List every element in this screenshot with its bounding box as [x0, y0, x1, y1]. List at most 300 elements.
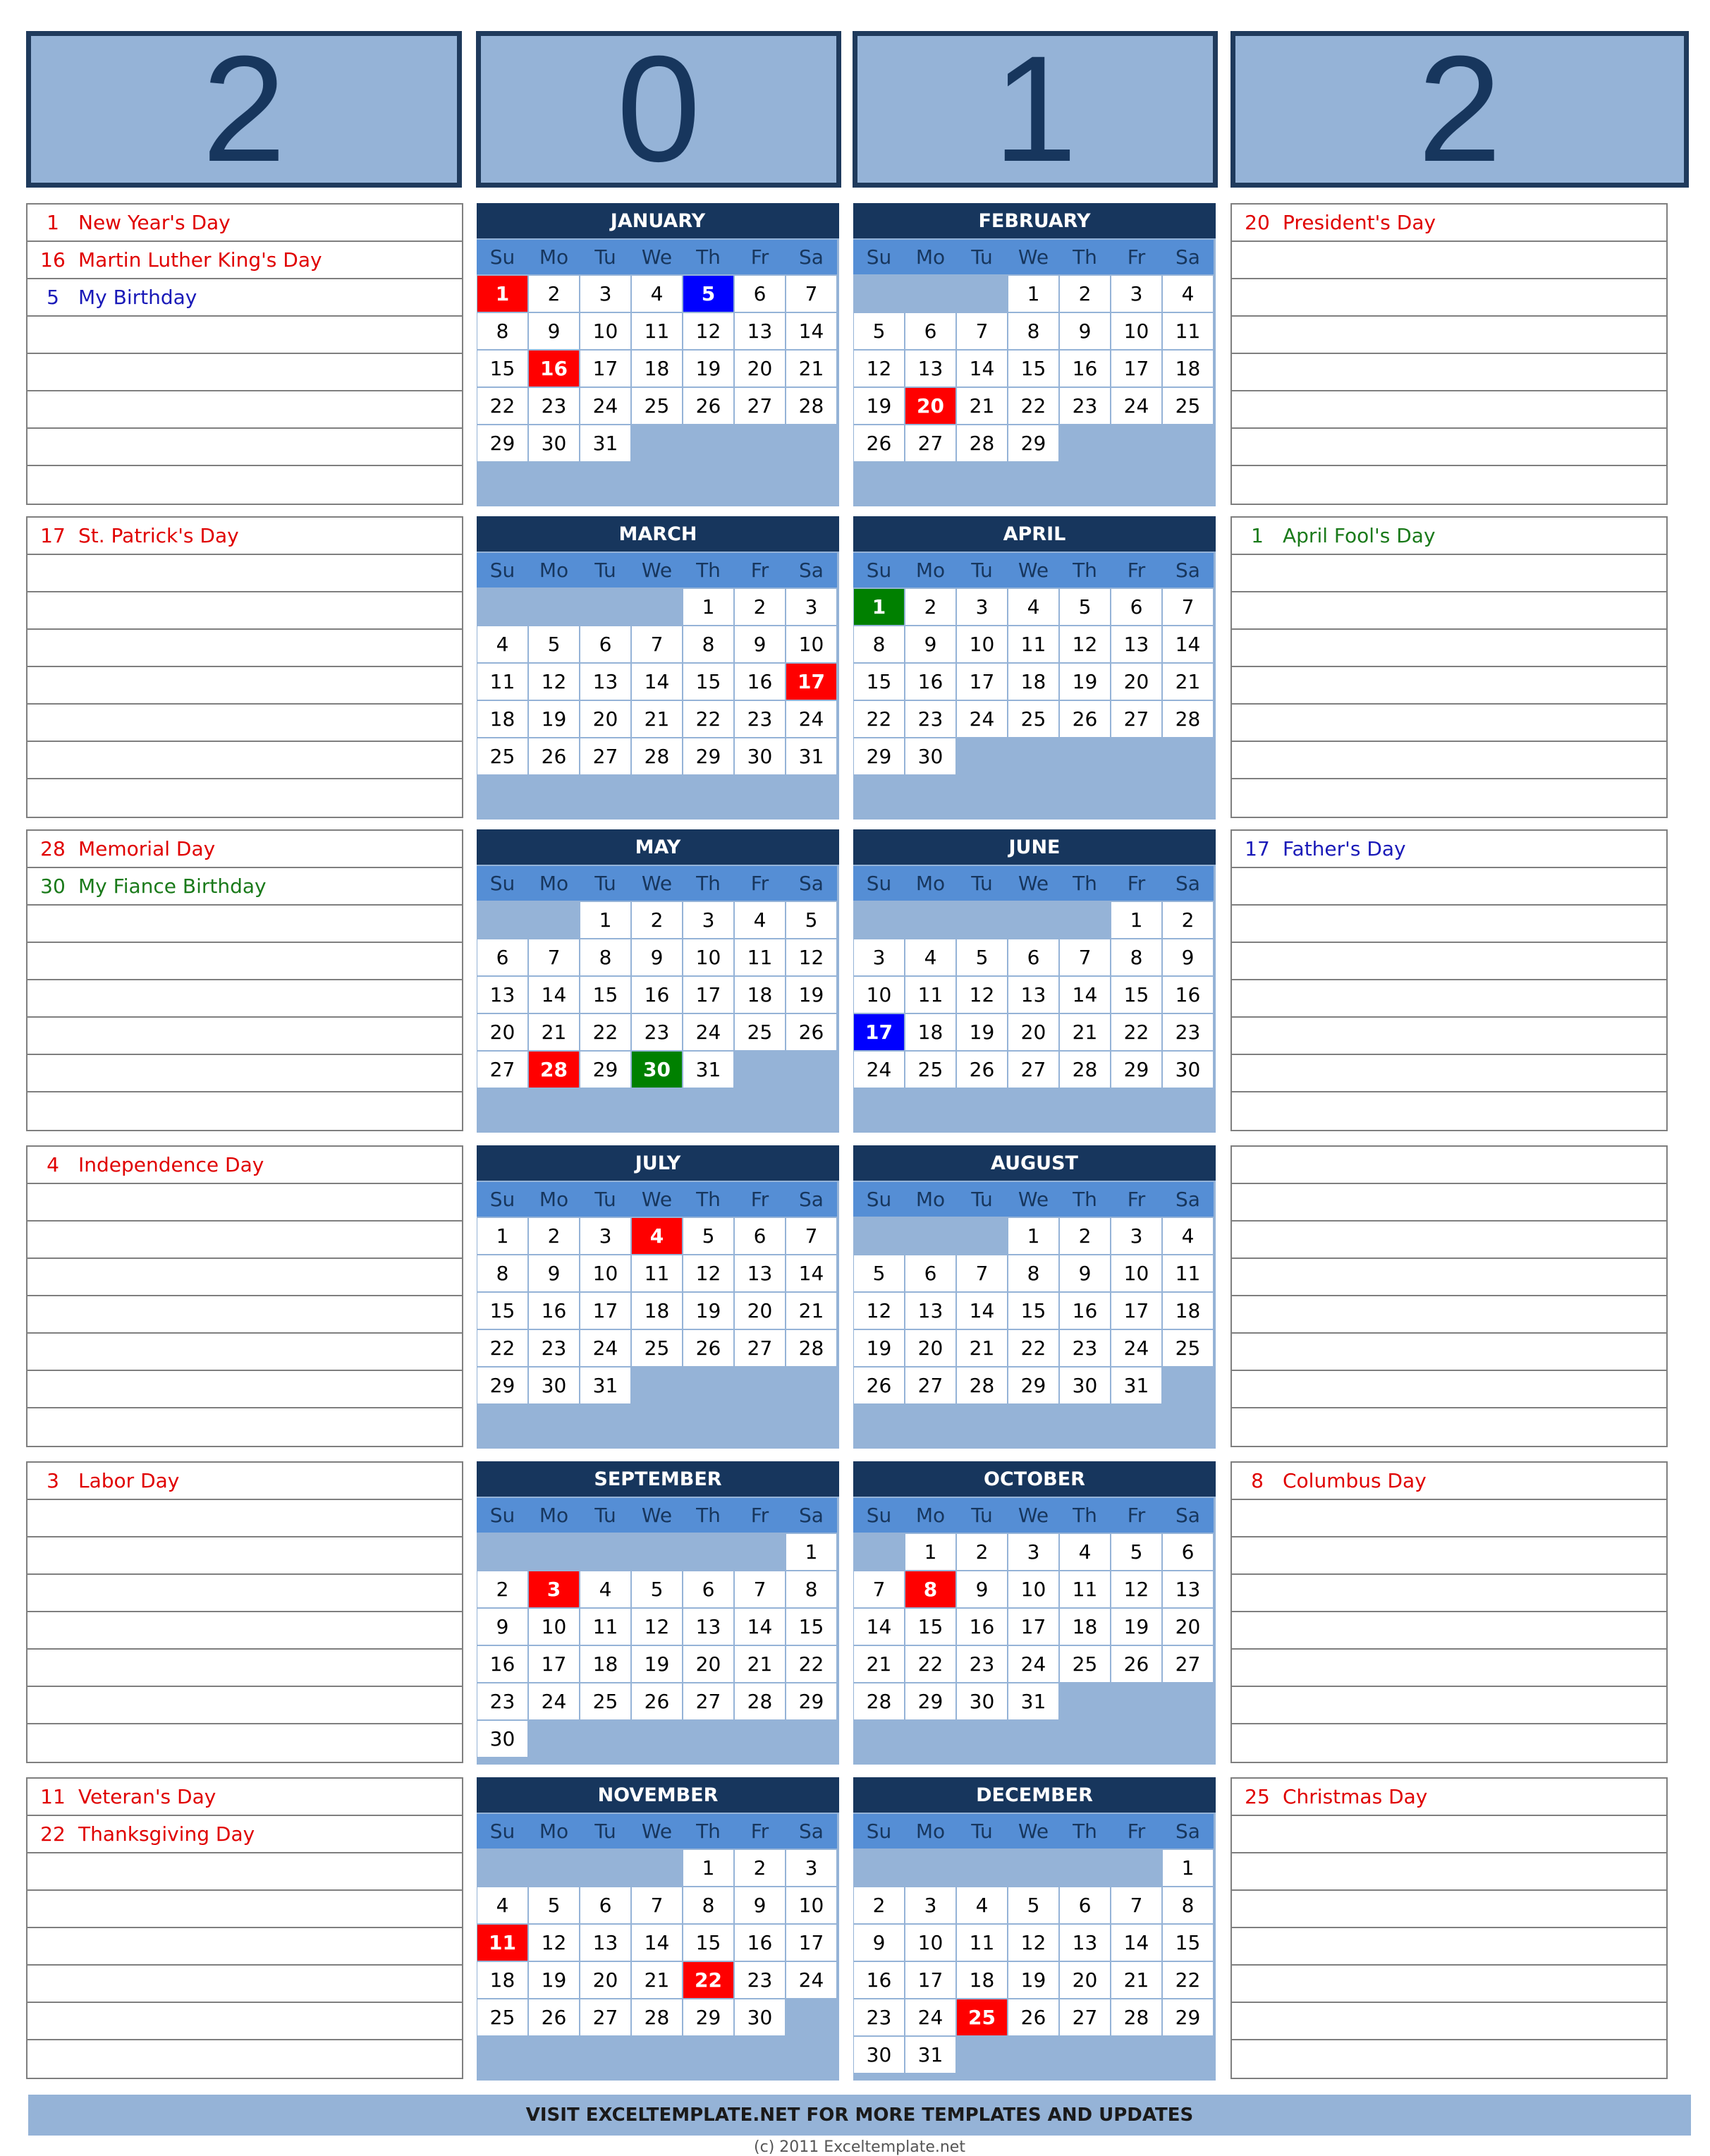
day-cell[interactable]: 4 [905, 939, 955, 975]
note-row[interactable] [28, 592, 462, 630]
day-cell[interactable]: 27 [477, 1052, 527, 1088]
note-row[interactable] [1232, 906, 1666, 943]
day-cell[interactable]: 17 [580, 1293, 630, 1329]
note-row[interactable] [28, 1612, 462, 1650]
day-cell[interactable]: 27 [735, 388, 785, 424]
day-cell[interactable]: 9 [735, 1887, 785, 1923]
day-cell[interactable]: 13 [905, 351, 955, 386]
day-cell[interactable]: 7 [957, 1255, 1007, 1291]
day-cell[interactable]: 12 [632, 1609, 682, 1645]
note-row[interactable] [28, 1296, 462, 1334]
note-row[interactable] [28, 980, 462, 1018]
day-cell[interactable]: 11 [1008, 626, 1058, 662]
note-row[interactable] [28, 1334, 462, 1371]
day-cell[interactable]: 19 [854, 388, 904, 424]
day-cell[interactable]: 9 [854, 1925, 904, 1961]
day-cell[interactable]: 24 [529, 1683, 579, 1719]
day-cell[interactable]: 28 [854, 1683, 904, 1719]
day-cell[interactable]: 12 [854, 351, 904, 386]
day-cell[interactable]: 25 [632, 388, 682, 424]
day-cell[interactable]: 16 [477, 1646, 527, 1682]
note-row[interactable] [1232, 1500, 1666, 1537]
highlighted-day-cell[interactable]: 17 [786, 664, 836, 700]
day-cell[interactable]: 24 [957, 701, 1007, 737]
day-cell[interactable]: 12 [529, 664, 579, 700]
day-cell[interactable]: 8 [1163, 1887, 1213, 1923]
note-row[interactable] [1232, 466, 1666, 504]
highlighted-day-cell[interactable]: 11 [477, 1925, 527, 1961]
note-row[interactable] [1232, 317, 1666, 354]
day-cell[interactable]: 26 [1008, 1999, 1058, 2035]
note-row[interactable] [1232, 667, 1666, 705]
day-cell[interactable]: 3 [683, 902, 733, 938]
note-row[interactable] [28, 1966, 462, 2003]
day-cell[interactable]: 26 [1060, 701, 1110, 737]
day-cell[interactable]: 18 [1163, 351, 1213, 386]
day-cell[interactable]: 26 [683, 388, 733, 424]
day-cell[interactable]: 13 [1060, 1925, 1110, 1961]
day-cell[interactable]: 28 [1060, 1052, 1110, 1088]
day-cell[interactable]: 25 [905, 1052, 955, 1088]
day-cell[interactable]: 19 [786, 977, 836, 1013]
day-cell[interactable]: 5 [786, 902, 836, 938]
day-cell[interactable]: 17 [529, 1646, 579, 1682]
day-cell[interactable]: 17 [580, 351, 630, 386]
day-cell[interactable]: 1 [1008, 1218, 1058, 1254]
note-row[interactable] [28, 1816, 462, 1853]
day-cell[interactable]: 9 [905, 626, 955, 662]
day-cell[interactable]: 19 [632, 1646, 682, 1682]
day-cell[interactable]: 21 [1111, 1962, 1161, 1998]
day-cell[interactable]: 5 [529, 626, 579, 662]
day-cell[interactable]: 16 [854, 1962, 904, 1998]
day-cell[interactable]: 7 [957, 313, 1007, 349]
day-cell[interactable]: 7 [1163, 589, 1213, 625]
day-cell[interactable]: 25 [477, 738, 527, 774]
day-cell[interactable]: 5 [1060, 589, 1110, 625]
highlighted-day-cell[interactable]: 16 [529, 351, 579, 386]
day-cell[interactable]: 6 [580, 626, 630, 662]
note-row[interactable] [28, 943, 462, 980]
day-cell[interactable]: 11 [632, 313, 682, 349]
day-cell[interactable]: 15 [1111, 977, 1161, 1013]
day-cell[interactable]: 6 [735, 1218, 785, 1254]
note-row[interactable] [28, 1463, 462, 1500]
day-cell[interactable]: 18 [632, 351, 682, 386]
day-cell[interactable]: 14 [957, 1293, 1007, 1329]
day-cell[interactable]: 5 [529, 1887, 579, 1923]
note-row[interactable] [28, 705, 462, 742]
note-row[interactable] [28, 429, 462, 466]
day-cell[interactable]: 12 [1111, 1571, 1161, 1607]
day-cell[interactable]: 29 [1008, 425, 1058, 461]
day-cell[interactable]: 1 [905, 1534, 955, 1570]
day-cell[interactable]: 17 [683, 977, 733, 1013]
day-cell[interactable]: 14 [735, 1609, 785, 1645]
day-cell[interactable]: 29 [683, 1999, 733, 2035]
day-cell[interactable]: 29 [580, 1052, 630, 1088]
day-cell[interactable]: 6 [683, 1571, 733, 1607]
day-cell[interactable]: 10 [580, 1255, 630, 1291]
day-cell[interactable]: 19 [529, 701, 579, 737]
day-cell[interactable]: 26 [529, 1999, 579, 2035]
day-cell[interactable]: 8 [1111, 939, 1161, 975]
day-cell[interactable]: 21 [957, 1330, 1007, 1366]
day-cell[interactable]: 22 [786, 1646, 836, 1682]
day-cell[interactable]: 31 [580, 1368, 630, 1403]
day-cell[interactable]: 15 [1008, 1293, 1058, 1329]
day-cell[interactable]: 1 [580, 902, 630, 938]
day-cell[interactable]: 13 [905, 1293, 955, 1329]
day-cell[interactable]: 23 [735, 701, 785, 737]
day-cell[interactable]: 26 [1111, 1646, 1161, 1682]
note-row[interactable] [1232, 1928, 1666, 1966]
day-cell[interactable]: 3 [786, 1850, 836, 1886]
day-cell[interactable]: 14 [632, 664, 682, 700]
day-cell[interactable]: 14 [1111, 1925, 1161, 1961]
day-cell[interactable]: 12 [957, 977, 1007, 1013]
note-row[interactable] [1232, 1371, 1666, 1408]
day-cell[interactable]: 2 [1060, 276, 1110, 312]
day-cell[interactable]: 10 [957, 626, 1007, 662]
day-cell[interactable]: 17 [905, 1962, 955, 1998]
day-cell[interactable]: 24 [580, 388, 630, 424]
note-row[interactable] [1232, 980, 1666, 1018]
note-row[interactable] [28, 1891, 462, 1928]
note-row[interactable] [28, 205, 462, 242]
note-row[interactable] [1232, 279, 1666, 317]
day-cell[interactable]: 16 [735, 1925, 785, 1961]
day-cell[interactable]: 19 [1060, 664, 1110, 700]
day-cell[interactable]: 25 [632, 1330, 682, 1366]
day-cell[interactable]: 24 [1111, 1330, 1161, 1366]
highlighted-day-cell[interactable]: 1 [854, 589, 904, 625]
day-cell[interactable]: 23 [1163, 1014, 1213, 1050]
day-cell[interactable]: 30 [905, 738, 955, 774]
day-cell[interactable]: 3 [854, 939, 904, 975]
day-cell[interactable]: 10 [1111, 1255, 1161, 1291]
day-cell[interactable]: 10 [580, 313, 630, 349]
day-cell[interactable]: 9 [529, 1255, 579, 1291]
note-row[interactable] [28, 1147, 462, 1184]
note-row[interactable] [28, 317, 462, 354]
day-cell[interactable]: 6 [905, 313, 955, 349]
day-cell[interactable]: 28 [957, 1368, 1007, 1403]
day-cell[interactable]: 26 [957, 1052, 1007, 1088]
day-cell[interactable]: 25 [1163, 1330, 1213, 1366]
day-cell[interactable]: 13 [477, 977, 527, 1013]
day-cell[interactable]: 15 [786, 1609, 836, 1645]
day-cell[interactable]: 8 [854, 626, 904, 662]
footer-link[interactable]: VISIT EXCELTEMPLATE.NET FOR MORE TEMPLATES AND UPDATES [28, 2095, 1691, 2136]
day-cell[interactable]: 30 [854, 2037, 904, 2073]
note-row[interactable] [28, 555, 462, 592]
day-cell[interactable]: 26 [854, 1368, 904, 1403]
day-cell[interactable]: 3 [786, 589, 836, 625]
day-cell[interactable]: 29 [905, 1683, 955, 1719]
note-row[interactable] [28, 2003, 462, 2040]
day-cell[interactable]: 11 [1163, 1255, 1213, 1291]
day-cell[interactable]: 13 [735, 1255, 785, 1291]
day-cell[interactable]: 7 [1060, 939, 1110, 975]
day-cell[interactable]: 19 [1111, 1609, 1161, 1645]
day-cell[interactable]: 16 [957, 1609, 1007, 1645]
day-cell[interactable]: 22 [1008, 388, 1058, 424]
day-cell[interactable]: 3 [1111, 1218, 1161, 1254]
day-cell[interactable]: 23 [957, 1646, 1007, 1682]
day-cell[interactable]: 28 [632, 1999, 682, 2035]
note-row[interactable] [1232, 2040, 1666, 2078]
note-row[interactable] [1232, 1184, 1666, 1222]
day-cell[interactable]: 28 [786, 1330, 836, 1366]
day-cell[interactable]: 30 [957, 1683, 1007, 1719]
day-cell[interactable]: 16 [1163, 977, 1213, 1013]
note-row[interactable] [1232, 429, 1666, 466]
note-row[interactable] [1232, 831, 1666, 868]
day-cell[interactable]: 21 [786, 351, 836, 386]
day-cell[interactable]: 14 [957, 351, 1007, 386]
day-cell[interactable]: 8 [477, 1255, 527, 1291]
day-cell[interactable]: 26 [786, 1014, 836, 1050]
day-cell[interactable]: 10 [1111, 313, 1161, 349]
day-cell[interactable]: 10 [683, 939, 733, 975]
note-row[interactable] [1232, 2003, 1666, 2040]
day-cell[interactable]: 10 [786, 626, 836, 662]
day-cell[interactable]: 18 [632, 1293, 682, 1329]
highlighted-day-cell[interactable]: 22 [683, 1962, 733, 1998]
day-cell[interactable]: 27 [905, 1368, 955, 1403]
note-row[interactable] [1232, 1259, 1666, 1296]
day-cell[interactable]: 31 [1111, 1368, 1161, 1403]
day-cell[interactable]: 13 [580, 664, 630, 700]
note-row[interactable] [1232, 705, 1666, 742]
day-cell[interactable]: 3 [957, 589, 1007, 625]
day-cell[interactable]: 19 [957, 1014, 1007, 1050]
day-cell[interactable]: 27 [1008, 1052, 1058, 1088]
day-cell[interactable]: 24 [1111, 388, 1161, 424]
day-cell[interactable]: 29 [683, 738, 733, 774]
highlighted-day-cell[interactable]: 5 [683, 276, 733, 312]
day-cell[interactable]: 17 [1111, 1293, 1161, 1329]
day-cell[interactable]: 4 [477, 1887, 527, 1923]
day-cell[interactable]: 2 [529, 1218, 579, 1254]
day-cell[interactable]: 2 [735, 1850, 785, 1886]
day-cell[interactable]: 29 [1008, 1368, 1058, 1403]
day-cell[interactable]: 15 [1163, 1925, 1213, 1961]
day-cell[interactable]: 22 [1008, 1330, 1058, 1366]
note-row[interactable] [1232, 518, 1666, 555]
day-cell[interactable]: 8 [683, 626, 733, 662]
note-row[interactable] [1232, 1687, 1666, 1724]
day-cell[interactable]: 6 [1060, 1887, 1110, 1923]
day-cell[interactable]: 6 [1008, 939, 1058, 975]
day-cell[interactable]: 5 [1008, 1887, 1058, 1923]
day-cell[interactable]: 27 [905, 425, 955, 461]
day-cell[interactable]: 24 [580, 1330, 630, 1366]
day-cell[interactable]: 11 [905, 977, 955, 1013]
day-cell[interactable]: 18 [477, 701, 527, 737]
day-cell[interactable]: 21 [957, 388, 1007, 424]
day-cell[interactable]: 20 [1163, 1609, 1213, 1645]
note-row[interactable] [28, 1371, 462, 1408]
day-cell[interactable]: 15 [477, 351, 527, 386]
note-row[interactable] [1232, 779, 1666, 817]
day-cell[interactable]: 24 [1008, 1646, 1058, 1682]
note-row[interactable] [28, 868, 462, 906]
note-row[interactable] [1232, 391, 1666, 429]
day-cell[interactable]: 19 [683, 1293, 733, 1329]
highlighted-day-cell[interactable]: 28 [529, 1052, 579, 1088]
day-cell[interactable]: 22 [477, 388, 527, 424]
day-cell[interactable]: 20 [1060, 1962, 1110, 1998]
note-row[interactable] [28, 242, 462, 279]
note-row[interactable] [28, 466, 462, 504]
note-row[interactable] [28, 1575, 462, 1612]
day-cell[interactable]: 24 [854, 1052, 904, 1088]
day-cell[interactable]: 6 [1163, 1534, 1213, 1570]
note-row[interactable] [28, 1259, 462, 1296]
day-cell[interactable]: 30 [735, 1999, 785, 2035]
day-cell[interactable]: 5 [683, 1218, 733, 1254]
day-cell[interactable]: 22 [854, 701, 904, 737]
day-cell[interactable]: 14 [786, 313, 836, 349]
day-cell[interactable]: 16 [735, 664, 785, 700]
day-cell[interactable]: 17 [1111, 351, 1161, 386]
day-cell[interactable]: 13 [683, 1609, 733, 1645]
day-cell[interactable]: 14 [529, 977, 579, 1013]
day-cell[interactable]: 30 [1060, 1368, 1110, 1403]
day-cell[interactable]: 17 [957, 664, 1007, 700]
note-row[interactable] [1232, 1147, 1666, 1184]
day-cell[interactable]: 21 [529, 1014, 579, 1050]
day-cell[interactable]: 5 [1111, 1534, 1161, 1570]
day-cell[interactable]: 11 [1163, 313, 1213, 349]
day-cell[interactable]: 4 [1163, 1218, 1213, 1254]
day-cell[interactable]: 2 [735, 589, 785, 625]
day-cell[interactable]: 4 [477, 626, 527, 662]
day-cell[interactable]: 3 [1111, 276, 1161, 312]
day-cell[interactable]: 31 [683, 1052, 733, 1088]
day-cell[interactable]: 28 [1163, 701, 1213, 737]
day-cell[interactable]: 12 [854, 1293, 904, 1329]
day-cell[interactable]: 7 [786, 1218, 836, 1254]
note-row[interactable] [28, 354, 462, 391]
note-row[interactable] [1232, 1816, 1666, 1853]
day-cell[interactable]: 20 [1008, 1014, 1058, 1050]
day-cell[interactable]: 2 [905, 589, 955, 625]
day-cell[interactable]: 1 [1008, 276, 1058, 312]
day-cell[interactable]: 1 [1111, 902, 1161, 938]
day-cell[interactable]: 4 [580, 1571, 630, 1607]
day-cell[interactable]: 18 [477, 1962, 527, 1998]
day-cell[interactable]: 20 [905, 1330, 955, 1366]
highlighted-day-cell[interactable]: 17 [854, 1014, 904, 1050]
day-cell[interactable]: 16 [632, 977, 682, 1013]
day-cell[interactable]: 8 [477, 313, 527, 349]
day-cell[interactable]: 1 [1163, 1850, 1213, 1886]
day-cell[interactable]: 2 [1060, 1218, 1110, 1254]
note-row[interactable] [28, 279, 462, 317]
day-cell[interactable]: 30 [477, 1721, 527, 1757]
day-cell[interactable]: 18 [1008, 664, 1058, 700]
day-cell[interactable]: 24 [786, 701, 836, 737]
note-row[interactable] [1232, 354, 1666, 391]
note-row[interactable] [1232, 1966, 1666, 2003]
note-row[interactable] [28, 518, 462, 555]
day-cell[interactable]: 7 [632, 1887, 682, 1923]
day-cell[interactable]: 14 [786, 1255, 836, 1291]
day-cell[interactable]: 4 [735, 902, 785, 938]
note-row[interactable] [28, 1853, 462, 1891]
day-cell[interactable]: 13 [735, 313, 785, 349]
day-cell[interactable]: 4 [1163, 276, 1213, 312]
day-cell[interactable]: 2 [1163, 902, 1213, 938]
day-cell[interactable]: 31 [1008, 1683, 1058, 1719]
day-cell[interactable]: 9 [1163, 939, 1213, 975]
day-cell[interactable]: 20 [580, 1962, 630, 1998]
day-cell[interactable]: 4 [957, 1887, 1007, 1923]
day-cell[interactable]: 24 [905, 1999, 955, 2035]
day-cell[interactable]: 28 [786, 388, 836, 424]
day-cell[interactable]: 18 [957, 1962, 1007, 1998]
note-row[interactable] [1232, 205, 1666, 242]
day-cell[interactable]: 23 [529, 1330, 579, 1366]
note-row[interactable] [28, 831, 462, 868]
day-cell[interactable]: 15 [683, 1925, 733, 1961]
day-cell[interactable]: 13 [1111, 626, 1161, 662]
day-cell[interactable]: 5 [632, 1571, 682, 1607]
day-cell[interactable]: 23 [854, 1999, 904, 2035]
highlighted-day-cell[interactable]: 4 [632, 1218, 682, 1254]
day-cell[interactable]: 12 [1060, 626, 1110, 662]
day-cell[interactable]: 14 [1060, 977, 1110, 1013]
note-row[interactable] [1232, 1334, 1666, 1371]
day-cell[interactable]: 29 [854, 738, 904, 774]
day-cell[interactable]: 10 [786, 1887, 836, 1923]
note-row[interactable] [1232, 1575, 1666, 1612]
day-cell[interactable]: 6 [477, 939, 527, 975]
day-cell[interactable]: 27 [683, 1683, 733, 1719]
day-cell[interactable]: 11 [580, 1609, 630, 1645]
day-cell[interactable]: 18 [1060, 1609, 1110, 1645]
day-cell[interactable]: 25 [477, 1999, 527, 2035]
day-cell[interactable]: 27 [735, 1330, 785, 1366]
day-cell[interactable]: 5 [854, 313, 904, 349]
day-cell[interactable]: 15 [477, 1293, 527, 1329]
day-cell[interactable]: 22 [683, 701, 733, 737]
day-cell[interactable]: 30 [529, 425, 579, 461]
note-row[interactable] [28, 1724, 462, 1762]
note-row[interactable] [1232, 1463, 1666, 1500]
day-cell[interactable]: 29 [786, 1683, 836, 1719]
day-cell[interactable]: 27 [580, 1999, 630, 2035]
day-cell[interactable]: 7 [529, 939, 579, 975]
day-cell[interactable]: 10 [529, 1609, 579, 1645]
day-cell[interactable]: 5 [854, 1255, 904, 1291]
day-cell[interactable]: 15 [683, 664, 733, 700]
day-cell[interactable]: 7 [786, 276, 836, 312]
day-cell[interactable]: 19 [854, 1330, 904, 1366]
day-cell[interactable]: 15 [580, 977, 630, 1013]
day-cell[interactable]: 23 [1060, 388, 1110, 424]
note-row[interactable] [1232, 1408, 1666, 1446]
note-row[interactable] [1232, 1092, 1666, 1130]
day-cell[interactable]: 29 [1111, 1052, 1161, 1088]
day-cell[interactable]: 25 [735, 1014, 785, 1050]
note-row[interactable] [1232, 1537, 1666, 1575]
day-cell[interactable]: 14 [1163, 626, 1213, 662]
day-cell[interactable]: 22 [1111, 1014, 1161, 1050]
